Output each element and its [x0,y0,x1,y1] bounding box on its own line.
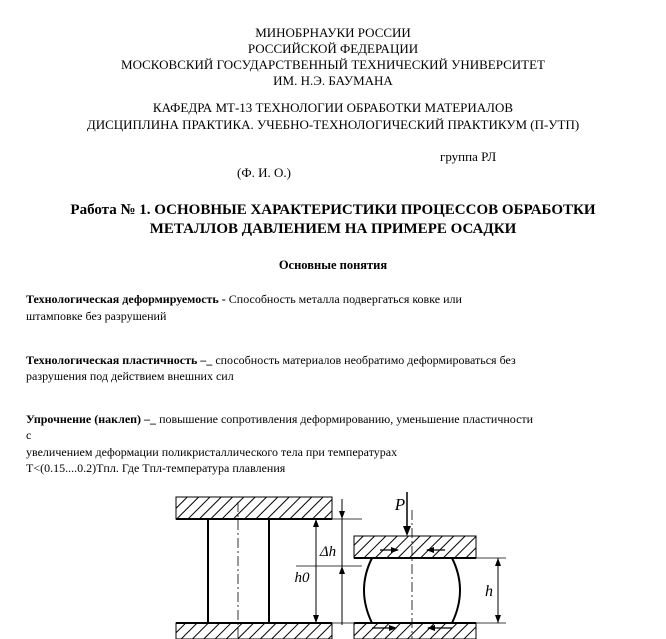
term-name: Упрочнение (наклеп) –_ [26,412,157,426]
term-name: Технологическая деформируемость - [26,292,226,306]
university-line: МОСКОВСКИЙ ГОСУДАРСТВЕННЫЙ ТЕХНИЧЕСКИЙ УНИВЕРСИТЕТ [121,57,545,72]
dh-label: Δh [319,544,337,560]
term-deformability-continued: штамповке без разрушений [26,309,167,323]
right-lower-die [354,623,476,639]
term-hardening-cont-2: увеличением деформации поликристаллического тела при температурах [26,445,398,459]
term-hardening-cont-3: T<(0.15....0.2)Tпл. Где Tпл-температура плавления [26,461,286,475]
dh-arrow-top [339,511,345,519]
left-lower-die [176,623,332,639]
term-plasticity-continued: разрушения под действием внешних сил [26,369,234,383]
term-hardening-cont-1: с [26,428,32,442]
term-deformability [26,292,462,306]
term-name: Технологическая пластичность –_ [26,353,213,367]
term-hardening [26,412,533,426]
h-arrow-bottom [495,615,501,623]
h-label: h [485,583,493,600]
department-line: КАФЕДРА МТ-13 ТЕХНОЛОГИИ ОБРАБОТКИ МАТЕРИАЛОВ [152,100,514,115]
h0-label: h0 [294,570,310,586]
university-name-line: ИМ. Н.Э. БАУМАНА [273,73,393,88]
dh-arrow-bottom [339,566,345,574]
work-title-line-2: МЕТАЛЛОВ ДАВЛЕНИЕМ НА ПРИМЕРЕ ОСАДКИ [149,221,517,237]
h0-arrow-top [313,519,319,527]
term-definition: способность материалов необратимо деформироваться без [212,353,516,367]
h-arrow-top [495,558,501,566]
upsetting-diagram [0,480,666,639]
force-label: P [394,495,406,514]
right-upper-die [354,536,476,558]
term-definition: Способность металла подвергаться ковке или [225,292,462,306]
fio-label: (Ф. И. О.) [237,165,291,180]
left-upper-die [176,497,332,519]
ministry-line: МИНОБРНАУКИ РОССИИ [255,25,411,40]
h0-arrow-bottom [313,615,319,623]
term-plasticity [26,353,516,367]
upset-billet-right-bulge [452,558,460,623]
term-definition: повышение сопротивления деформированию, уменьшение пластичности [156,412,534,426]
discipline-line: ДИСЦИПЛИНА ПРАКТИКА. УЧЕБНО-ТЕХНОЛОГИЧЕСКИЙ ПРАКТИКУМ (П-УТП) [86,117,580,132]
federation-line: РОССИЙСКОЙ ФЕДЕРАЦИИ [247,41,419,56]
force-arrowhead [403,526,411,536]
group-label: группа РЛ [440,149,497,164]
upset-billet-left-bulge [364,558,372,623]
section-title: Основные понятия [278,258,388,272]
work-title-line-1: Работа № 1. ОСНОВНЫЕ ХАРАКТЕРИСТИКИ ПРОЦЕССОВ ОБРАБОТКИ [70,202,596,218]
